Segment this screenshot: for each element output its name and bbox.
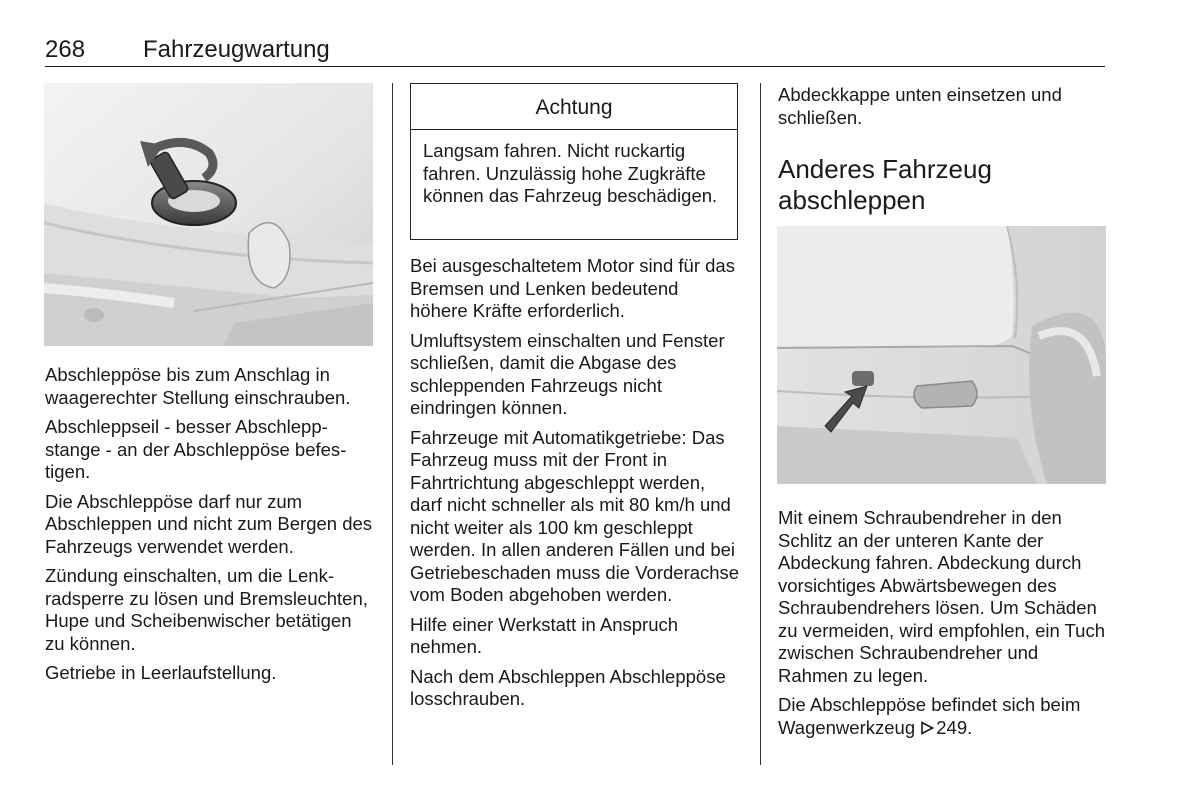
rear-cover-illustration bbox=[777, 226, 1106, 484]
paragraph: Hilfe einer Werkstatt in Anspruch nehmen. bbox=[410, 613, 679, 657]
column-divider bbox=[392, 83, 393, 765]
paragraph: Bei ausgeschaltetem Motor sind für das Bremsen und Lenken bedeutend höhere Kräfte erforderlich. bbox=[410, 255, 735, 321]
column-divider bbox=[760, 83, 761, 765]
reference-paragraph bbox=[778, 694, 1108, 739]
paragraph: Zündung einschalten, um die Lenkradsperre zu lösen und Bremsleuchten, Hupe und Scheibenwischer betätigen zu können. bbox=[45, 565, 368, 654]
page-number: 268 bbox=[45, 36, 86, 63]
paragraph: Getriebe in Leerlaufstellung. bbox=[45, 662, 277, 683]
page-header bbox=[45, 34, 1105, 67]
paragraph: Nach dem Abschleppen Abschleppöse losschrauben. bbox=[410, 665, 726, 709]
reference-text: Die Abschleppöse befindet sich beim Wagenwerkzeug bbox=[778, 694, 1081, 738]
column-2-text bbox=[410, 255, 740, 718]
column-3-intro bbox=[778, 84, 1108, 136]
figure-rear-cover bbox=[777, 226, 1106, 484]
tow-eye-illustration bbox=[44, 83, 373, 346]
figure-tow-eye-front bbox=[44, 83, 373, 346]
reference-page[interactable]: 249. bbox=[936, 716, 973, 738]
column-3-text bbox=[778, 507, 1108, 746]
section-title: Fahrzeugwartung bbox=[143, 36, 330, 63]
arrow-reference-icon[interactable] bbox=[920, 721, 934, 735]
paragraph: Fahrzeuge mit Automatikgetriebe: Das Fahrzeug muss mit der Front in Fahrtrichtung abgeschleppt werden, darf nicht schneller als mit 80 km/h und nicht weiter als 100 km geschleppt werden. In allen anderen Fällen und bei Getriebeschaden muss die Vorderachse vom Boden abgehoben werden. bbox=[410, 426, 740, 605]
paragraph: Abdeckkappe unten einsetzen und schließen. bbox=[778, 84, 1062, 128]
warning-text: Langsam fahren. Nicht ruckartig fahren. Unzulässig hohe Zugkräfte können das Fahrzeug beschädigen. bbox=[423, 140, 718, 206]
paragraph: Abschleppseil - besser Abschleppstange - an der Abschleppöse befestigen. bbox=[45, 416, 347, 482]
column-1-text bbox=[45, 364, 375, 692]
section-heading: Anderes Fahrzeug abschleppen bbox=[778, 154, 992, 215]
paragraph: Die Abschleppöse darf nur zum Abschleppen und nicht zum Bergen des Fahrzeugs verwendet werden. bbox=[45, 490, 373, 557]
paragraph: Umluftsystem einschalten und Fenster schließen, damit die Abgase des schleppenden Fahrzeugs nicht eindringen können. bbox=[410, 329, 725, 418]
paragraph: Mit einem Schraubendreher in den Schlitz an der unteren Kante der Abdeckung fahren. Abdeckung durch vorsichtiges Abwärtsbewegen des Schraubendrehers lösen. Um Schäden zu vermeiden, wird empfohlen, ein Tuch zwischen Schraubendreher und Rahmen zu legen. bbox=[778, 507, 1106, 686]
warning-title: Achtung bbox=[411, 84, 737, 130]
paragraph: Abschleppöse bis zum Anschlag in waagerechter Stellung einschrauben. bbox=[45, 364, 351, 408]
warning-box bbox=[410, 83, 738, 240]
